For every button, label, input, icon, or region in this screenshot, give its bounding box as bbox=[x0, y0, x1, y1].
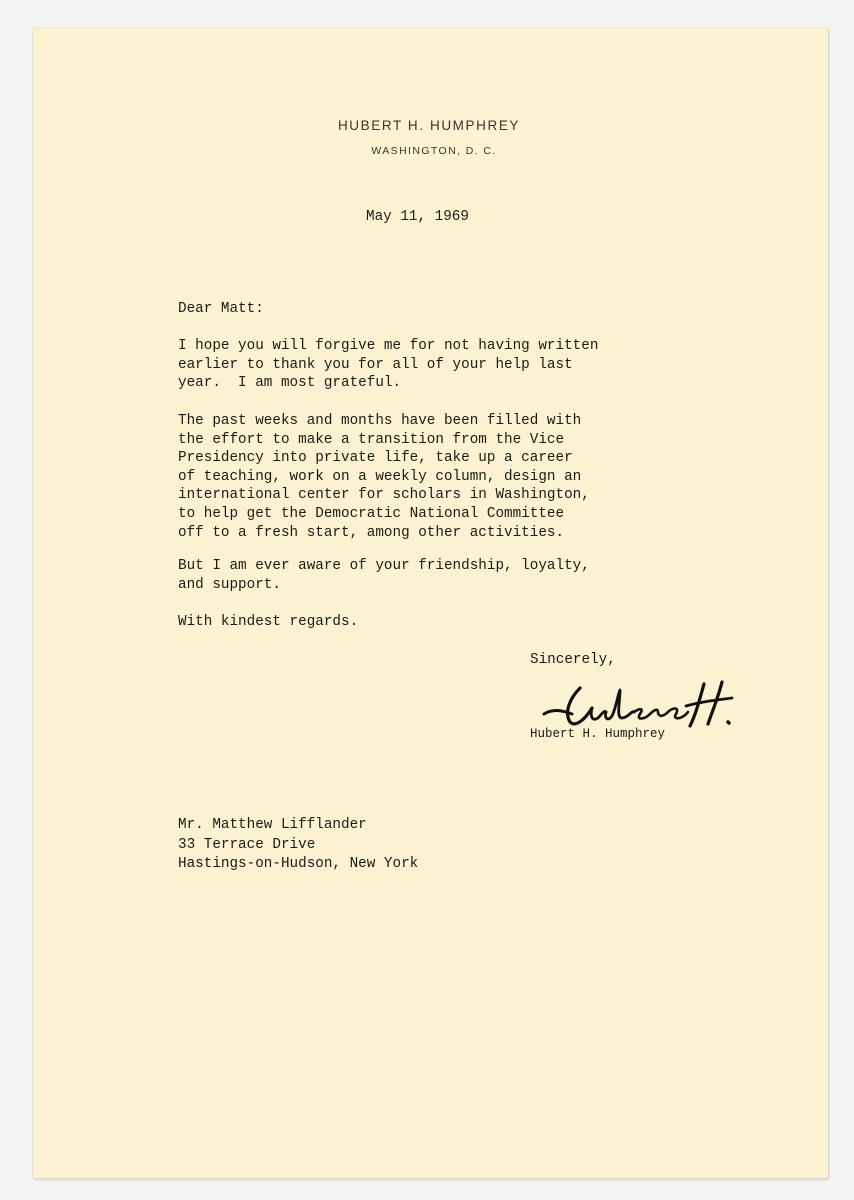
valediction: Sincerely, bbox=[530, 652, 616, 668]
salutation: Dear Matt: bbox=[178, 301, 264, 317]
signer-name: Hubert H. Humphrey bbox=[530, 727, 666, 741]
body-paragraph-3: But I am ever aware of your friendship, loyalty, and support. bbox=[178, 558, 590, 593]
closing-regards: With kindest regards. bbox=[178, 614, 359, 630]
letterhead-name: HUBERT H. HUMPHREY bbox=[337, 118, 521, 133]
letter-date: May 11, 1969 bbox=[366, 209, 469, 225]
body-paragraph-2: The past weeks and months have been filled with the effort to make a transition from the Vice Presidency into private life, take up a career of teaching, work on a weekly column, design an international center for scholars in Washington, to help get the Democratic National Committee off to a fresh start, among other activities. bbox=[178, 413, 590, 541]
letter-paper bbox=[33, 28, 828, 1178]
letterhead-location: WASHINGTON, D. C. bbox=[371, 145, 497, 157]
recipient-address: Mr. Matthew Lifflander 33 Terrace Drive Hastings-on-Hudson, New York bbox=[178, 817, 419, 872]
body-paragraph-1: I hope you will forgive me for not having written earlier to thank you for all of your help last year. I am most grateful. bbox=[178, 338, 599, 392]
